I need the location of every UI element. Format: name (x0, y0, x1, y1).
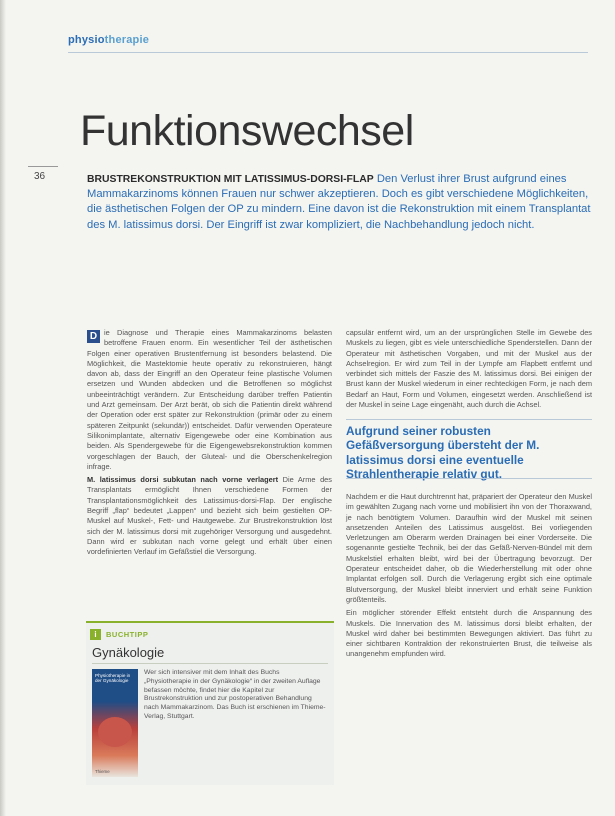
book-tip-divider (92, 663, 328, 664)
pull-quote-rule-top (346, 419, 592, 420)
section-paragraph (87, 475, 332, 557)
book-tip-text: Wer sich intensiver mit dem Inhalt des Buchs „Physiotherapie in der Gynäkologie“ in der zweiten Auflage befassen möchte, findet hier die Kapitel zur Brustrekonstruktion und zur postoperativen Behandlung nach Mammakarzinom. Das Buch ist erschienen im Thieme-Verlag, Stuttgart. (144, 669, 326, 720)
lead-text: Den Verlust ihrer Brust aufgrund eines Mammakarzinoms können Frauen nur schwer akzeptieren. Doch es gibt verschiedene Möglichkeiten, die ästhetischen Folgen der OP zu mindern. Eine davon ist die Rekonstruktion mit einem Transplantat des M. latissimus dorsi. Der Eingriff ist zwar kompliziert, die Nachbehandlung jedoch nicht. (87, 173, 591, 231)
body-column-right-top (346, 328, 592, 413)
book-tip-box (86, 621, 334, 785)
book-cover-image (92, 669, 138, 777)
effect-paragraph: Ein möglicher störender Effekt entsteht durch die Anspannung des Muskels. Die Innervation des M. latissimus dorsi bleibt erhalten, der Muskel wird daher bei bestimmten Bewegungen aktiviert. Das führt zu einer sichtbaren Kontraktion der rekonstruierten Brust, die teilweise als unangenehm empfunden wird. (346, 608, 592, 659)
procedure-paragraph: Nachdem er die Haut durchtrennt hat, präpariert der Operateur den Muskel im gewählten Zugang nach vorne und mobilisiert ihn von der Thoraxwand, je nach benötigtem Volumen. Daraufhin wird der Muskel mit seinen ansetzenden Anteilen des Latissimus ausgelöst. Bei vorliegenden Verletzungen am Oberarm werden Drainagen bei einer Vorderseite. Die sogenannte gestielte Technik, bei der das Gefäß-Nerven-Bündel mit dem Muskelstiel erhalten bleibt, wird bei der Übertragung bevorzugt. Der Operateur entscheidet daher, ob die Wiederherstellung mit oder ohne Implantat erfolgen soll. Durch die Verlagerung ergibt sich eine optimale Blutversorgung, der Muskel bleibt innerviert und erhält seine Funktion größtenteils. (346, 492, 592, 604)
body-column-right-bottom (346, 492, 592, 663)
brand-part-therapie: therapie (104, 34, 150, 46)
page-binding-shadow (0, 0, 6, 816)
book-cover-publisher: Thieme (95, 769, 110, 774)
lead-kicker: BRUSTREKONSTRUKTION MIT LATISSIMUS-DORSI-FLAP (87, 174, 374, 185)
intro-text: ie Diagnose und Therapie eines Mammakarzinoms belasten betroffene Frauen enorm. Ein wesentlicher Teil der ästhetischen Folgen einer operativen Brustentfernung ist besonders belastend. Die Möglichkeit, die Mastektomie heute operativ zu rekonstruieren, hängt davon ab, dass der Eingriff an den Operateur feine plastische Volumen ersetzen und Wunden abdecken und die Betroffenen so möglichst unbeeinträchtigt verändern. Zur Entscheidung darüber treffen Patientin und Arzt gemeinsam. Der Arzt berät, ob sich die Patientin direkt während der Operation oder erst später zur Rekonstruktion (primär oder zu einem späteren Zeitpunkt (sekundär)) entscheidet. Dafür verwenden Operateure Silikonimplantate, alternativ Eigengewebe oder eine Kombination aus beiden. Als Spendergewebe für die Eigengewebsrekonstruktion kommen vorgeschlagen der Bauch, der Gluteal- und die Oberschenkelregion infrage. (87, 328, 332, 471)
article-lead (87, 172, 597, 233)
page-number-rule (28, 166, 58, 167)
continued-paragraph: capsulär entfernt wird, um an der ursprünglichen Stelle im Gewebe des Muskels zu liegen, gibt es viele unterschiedliche Spenderstellen. Dann der Operateur mit ästhetischen Vorgaben, und mit der Muskel aus der Achselregion. Er wird zum Teil in der Lympfe am Flapbett entfernt und verbindet sich mittels der Faszie des M. latissimus dorsi. Bei einigen der Brust kann der Muskel wiederum in einer rechteckigen Form, je nach dem Bedarf an Haut, Form und Volumen, eingesetzt werden. Anschließend ist der Muskel in seine Lage eingenäht, auch durch die Achsel. (346, 328, 592, 410)
header-divider (68, 52, 588, 53)
pull-quote: Aufgrund seiner robusten Gefäßversorgung übersteht der M. latissimus dorsi eine eventuelle Strahlentherapie relativ gut. (346, 424, 540, 482)
page-number: 36 (34, 171, 46, 182)
drop-cap: D (87, 330, 100, 343)
section-subhead: M. latissimus dorsi subkutan nach vorne verlagert (87, 475, 279, 485)
body-column-left (87, 328, 332, 561)
magazine-brand (68, 34, 149, 46)
book-tip-title: Gynäkologie (92, 645, 165, 660)
brand-part-physio: physio (68, 34, 105, 46)
pull-quote-rule-bottom (346, 478, 592, 479)
intro-paragraph (87, 328, 332, 472)
article-title: Funktionswechsel (80, 107, 414, 155)
book-cover-title: Physiotherapie in der Gynäkologie (95, 673, 131, 684)
book-cover-photo (98, 717, 132, 747)
book-tip-label: BUCHTIPP (106, 630, 149, 639)
section-text: Die Arme des Transplantats ermöglicht Ihnen verschiedene Formen der Transplantationsmöglichkeit des Latissimus-dorsi-Flap. Der englische Begriff „flap“ bedeutet „Lappen“ und bezieht sich beim gestielten OP-Muskel auf Muskel-, Fett- und Hautgewebe. Zur Brustrekonstruktion löst sich der M. latissimus dorsi mit zugehöriger Versorgung und ausgedehnt. Dann wird er subkutan nach vorne gelegt und erhält über einen vordefinierten Verlauf im Gefäßstiel die Versorgung. (87, 475, 332, 557)
info-icon: i (90, 629, 101, 640)
